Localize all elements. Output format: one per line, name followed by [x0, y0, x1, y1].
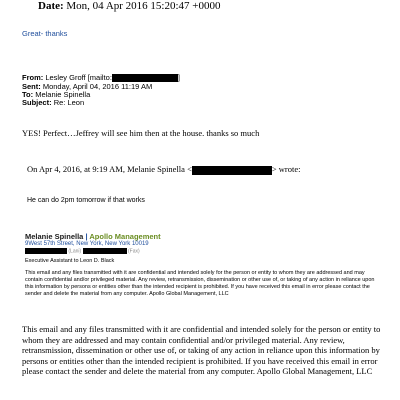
date-label: Date: [38, 0, 64, 12]
quote-prefix: On Apr 4, 2016, at 9:19 AM, Melanie Spinella < [27, 164, 192, 174]
quote-attribution [27, 164, 301, 175]
redacted-email [192, 166, 272, 175]
from-label: From: [22, 73, 44, 82]
date-value: Mon, 04 Apr 2016 15:20:47 +0000 [66, 0, 221, 12]
greeting-text: Great- thanks [22, 29, 68, 38]
signature-company: Apollo Management [89, 232, 161, 241]
from-value: Lesley Groff [mailto: [45, 73, 112, 82]
message-body: YES! Perfect…Jeffrey will see him then at the house. thanks so much [22, 128, 260, 138]
disclaimer-small: This email and any files transmitted with it are confidential and intended solely for the person or entity to whom they are addressed and may contain confidential and/or privileged material. Any review, retransmission, dissemination or other use of, or taking of any action in reliance upon this information by persons or entities other than the intended recipient is prohibited. If you have received this email in error please contact the sender and delete the material from any computer. Apollo Global Management, LLC [25, 270, 375, 297]
subject-value: Re: Leon [53, 98, 85, 107]
to-value: Melanie Spinella [35, 90, 91, 99]
to-label: To: [22, 90, 34, 99]
quoted-reply: He can do 2pm tomorrow if that works [27, 197, 145, 204]
from-close: ] [177, 73, 180, 82]
redacted-phone [25, 248, 67, 254]
signature-address: 9West 57th Street, New York, New York 10019 [25, 241, 149, 247]
subject-label: Subject: [22, 98, 52, 107]
subject-line [22, 98, 84, 107]
date-line [38, 0, 221, 12]
redacted-email [112, 74, 178, 82]
signature-name: Melanie Spinella [25, 232, 84, 241]
signature-title: Executive Assistant to Leon D. Black [25, 258, 115, 264]
sent-label: Sent: [22, 82, 41, 91]
redacted-phone [83, 248, 127, 254]
quote-suffix: > wrote: [271, 164, 301, 174]
signature-name-line [25, 232, 161, 241]
disclaimer-large: This email and any files transmitted with it are confidential and intended solely for the person or entity to whom they are addressed and may contain confidential and/or privileged material. Any review, retransmission, dissemination or other use of, or taking of any action in reliance upon this information by persons or entities other than the intended recipient is prohibited. If you have received this email in error please contact the sender and delete the material from any computer. Apollo Global Management, LLC [22, 324, 381, 376]
sent-value: Monday, April 04, 2016 11:19 AM [42, 82, 153, 91]
from-line [22, 73, 180, 82]
phone-label-1: (Lani) [68, 248, 82, 255]
signature-phone-line [25, 248, 140, 254]
phone-label-2: (Fax) [127, 248, 140, 255]
signature-separator: | [85, 232, 88, 241]
